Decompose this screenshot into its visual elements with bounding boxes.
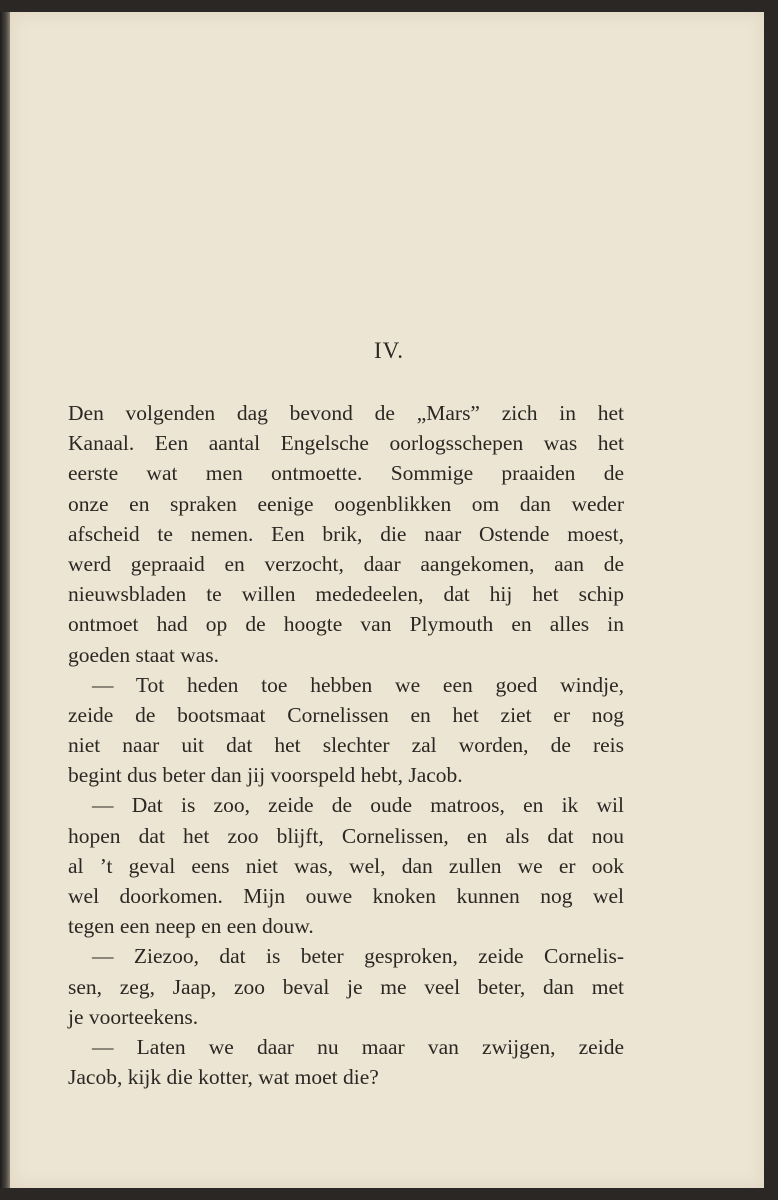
text-line: afscheid te nemen. Een brik, die naar Ostende moest, <box>68 521 624 546</box>
text-line: niet naar uit dat het slechter zal worden, de reis <box>68 733 624 758</box>
text-line: werd gepraaid en verzocht, daar aangekomen, aan de <box>68 551 624 576</box>
text-line: — Laten we daar nu maar van zwijgen, zeide <box>92 1034 624 1059</box>
chapter-heading: IV. <box>373 338 405 363</box>
text-line: wel doorkomen. Mijn ouwe knoken kunnen nog wel <box>68 884 624 908</box>
text-line: — Ziezoo, dat is beter gesproken, zeide Cornelis- <box>92 944 624 969</box>
text-line: al ’t geval eens niet was, wel, dan zullen we er ook <box>68 853 624 878</box>
text-line: — Tot heden toe hebben we een goed windje, <box>92 672 624 697</box>
text-line: onze en spraken eenige oogenblikken om dan weder <box>68 491 624 516</box>
text-line: — Dat is zoo, zeide de oude matroos, en ik wil <box>92 793 624 818</box>
text-line: Den volgenden dag bevond de „Mars” zich in het <box>68 401 624 425</box>
paragraph-3 <box>68 790 624 941</box>
text-line: zeide de bootsmaat Cornelissen en het ziet er nog <box>68 702 624 727</box>
paragraph-5 <box>68 1032 624 1092</box>
text-line: sen, zeg, Jaap, zoo beval je me veel beter, dan met <box>68 974 624 999</box>
page-binding-edge <box>0 12 10 1188</box>
text-line: begint dus beter dan jij voorspeld hebt, Jacob. <box>68 763 463 788</box>
text-line: eerste wat men ontmoette. Sommige praaiden de <box>68 461 624 486</box>
text-line: nieuwsbladen te willen mededeelen, dat hij het schip <box>68 582 624 607</box>
text-line: je voorteekens. <box>68 1004 199 1029</box>
text-line: Kanaal. Een aantal Engelsche oorlogsschepen was het <box>68 431 624 456</box>
text-line: goeden staat was. <box>68 642 220 667</box>
body-text <box>68 398 624 1092</box>
text-line: ontmoet had op de hoogte van Plymouth en alles in <box>68 612 624 637</box>
paragraph-2 <box>68 670 624 791</box>
paragraph-1 <box>68 398 624 670</box>
paragraph-4 <box>68 941 624 1032</box>
text-line: hopen dat het zoo blijft, Cornelissen, en als dat nou <box>68 823 624 848</box>
text-line: tegen een neep en een douw. <box>68 914 314 939</box>
text-line: Jacob, kijk die kotter, wat moet die? <box>68 1065 379 1090</box>
